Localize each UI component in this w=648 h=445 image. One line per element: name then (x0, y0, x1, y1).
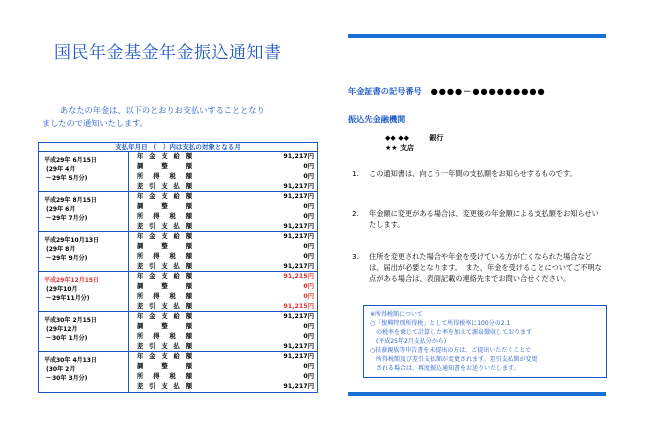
amount-value: 0円 (303, 283, 314, 290)
amount-value: 91,217円 (283, 343, 314, 350)
amount-label: 年金支給額 (137, 153, 192, 160)
period-start: (29年10月 (46, 286, 78, 293)
top-rule (348, 34, 606, 38)
amount-row (129, 182, 317, 192)
note-number: 1. (352, 169, 359, 178)
amount-value: 91,217円 (283, 193, 314, 200)
amount-row (129, 252, 317, 262)
tax-note-line: (平成25年2月支払分から) (370, 338, 447, 345)
bank-suffix: 銀行 (429, 134, 444, 142)
pension-number-value: ●●●●－●●●●●●●●● (430, 86, 546, 96)
amount-value: 91,217円 (283, 233, 314, 240)
amount-value: 0円 (303, 293, 314, 300)
bank-header: 振込先金融機関 (348, 114, 406, 124)
period-end: ～29年11月分) (46, 295, 90, 302)
bottom-rule (348, 392, 606, 396)
amount-label: 調整額 (137, 283, 192, 290)
note-number: 2. (352, 209, 359, 218)
note-3 (352, 251, 604, 284)
amount-label: 調整額 (137, 323, 192, 330)
note-2 (352, 208, 604, 230)
intro-text (42, 104, 327, 130)
amount-value: 0円 (303, 213, 314, 220)
note-number: 3. (352, 252, 359, 261)
amount-value: 91,217円 (283, 313, 314, 320)
amount-value: 0円 (303, 203, 314, 210)
note-text: 住所を変更された場合や年金を受けている方が亡くなられた場合などは、届出が必要となります。 また、年金を受けることについてご不明な点がある場合は、表面記載の連絡先までお問い合せください。 (369, 252, 602, 283)
amount-value: 91,217円 (283, 223, 314, 230)
amount-value: 91,217円 (283, 383, 314, 390)
period-start: (29年 6月 (46, 206, 76, 213)
amount-row (129, 322, 317, 332)
amount-row (129, 372, 317, 382)
amount-row (129, 162, 317, 172)
payment-group (39, 312, 317, 352)
period-start: (29年 8月 (46, 246, 76, 253)
amount-label: 差引支払額 (137, 183, 192, 190)
payment-date: 平成29年 8月15日 (44, 197, 97, 204)
payment-date-cell (39, 312, 129, 351)
amount-row (129, 332, 317, 342)
amount-row (129, 192, 317, 202)
amount-row (129, 222, 317, 232)
amount-row (129, 292, 317, 302)
bank-name-line (385, 133, 443, 143)
amount-label: 調整額 (137, 203, 192, 210)
amount-value: 0円 (303, 163, 314, 170)
intro-line-1: あなたの年金は、以下のとおりお支払いすることとなり (60, 105, 265, 115)
amount-value: 0円 (303, 373, 314, 380)
amount-row (129, 272, 317, 282)
payment-date: 平成30年 4月13日 (44, 357, 97, 364)
amount-label: 年金支給額 (137, 193, 192, 200)
amount-label: 所得税額 (137, 173, 192, 180)
period-start: (30年 2月 (46, 366, 76, 373)
tax-note-box (363, 305, 607, 378)
period-start: (29年 4月 (46, 166, 76, 173)
amount-value: 91,217円 (283, 153, 314, 160)
amount-row (129, 202, 317, 212)
amount-value: 91,217円 (283, 183, 314, 190)
amount-label: 所得税額 (137, 253, 192, 260)
payment-date-cell (39, 272, 129, 311)
amount-row (129, 262, 317, 272)
amount-value: 91,215円 (283, 303, 314, 310)
payment-date-cell (39, 232, 129, 271)
table-header: 支払年月日 （ ）内は支払の対象となる月 (39, 143, 317, 152)
amount-row (129, 312, 317, 322)
amount-value: 0円 (303, 363, 314, 370)
amount-row (129, 382, 317, 392)
page-title: 国民年金基金年金振込通知書 (54, 43, 282, 63)
amount-label: 年金支給額 (137, 273, 192, 280)
amount-value: 91,217円 (283, 353, 314, 360)
amount-label: 差引支払額 (137, 223, 192, 230)
amount-row (129, 342, 317, 352)
tax-note-line: の税率を乗じて計算した率を加えて源泉徴収しております (370, 329, 533, 336)
amount-value: 0円 (303, 323, 314, 330)
amount-label: 差引支払額 (137, 343, 192, 350)
amount-row (129, 282, 317, 292)
tax-note-line: される場合は、再度振込通知書をお送りいたします。 (370, 365, 520, 372)
note-text: 年金額に変更がある場合は、変更後の年金額による支払額をお知らせいたします。 (369, 209, 599, 229)
amount-value: 91,215円 (283, 273, 314, 280)
amount-row (129, 242, 317, 252)
amount-row (129, 152, 317, 162)
payment-date-cell (39, 352, 129, 392)
payment-date: 平成30年 2月15日 (44, 317, 97, 324)
amount-row (129, 302, 317, 312)
payment-group (39, 232, 317, 272)
amount-row (129, 352, 317, 362)
amount-value: 0円 (303, 333, 314, 340)
amount-label: 調整額 (137, 363, 192, 370)
pension-number-line (348, 86, 546, 97)
note-1 (352, 168, 604, 179)
period-end: ～29年 9月分) (46, 255, 88, 262)
amount-row (129, 232, 317, 242)
amount-label: 年金支給額 (137, 313, 192, 320)
amount-label: 所得税額 (137, 373, 192, 380)
amount-label: 年金支給額 (137, 233, 192, 240)
amount-label: 差引支払額 (137, 303, 192, 310)
amount-label: 調整額 (137, 243, 192, 250)
amount-row (129, 172, 317, 182)
payment-group (39, 352, 317, 392)
amount-label: 差引支払額 (137, 383, 192, 390)
tax-note-line: ※所得税額について (370, 311, 423, 318)
payment-date: 平成29年12月15日 (44, 277, 100, 284)
amount-label: 差引支払額 (137, 263, 192, 270)
pension-number-label: 年金証書の記号番号 (348, 86, 422, 96)
bank-name: ◆◆ ◆◆ (385, 134, 409, 142)
payment-date-cell (39, 152, 129, 191)
payment-date-cell (39, 192, 129, 231)
amount-value: 0円 (303, 173, 314, 180)
amount-label: 調整額 (137, 163, 192, 170)
intro-line-2: ましたので通知いたします。 (42, 118, 148, 128)
tax-note-line: ○「復興特別所得税」として所得税率に100分の2.1 (370, 320, 511, 327)
payment-table (38, 142, 318, 393)
period-end: ～29年 5月分) (46, 175, 88, 182)
amount-value: 0円 (303, 253, 314, 260)
amount-value: 0円 (303, 243, 314, 250)
amount-label: 所得税額 (137, 293, 192, 300)
payment-group (39, 192, 317, 232)
payment-group (39, 152, 317, 192)
amount-row (129, 362, 317, 372)
payment-date: 平成29年 6月15日 (44, 157, 97, 164)
period-end: ～30年 1月分) (46, 335, 88, 342)
amount-row (129, 212, 317, 222)
note-text: この通知書は、向こう一年間の支払額をお知らせするものです。 (369, 169, 577, 178)
branch-name: ★★ 支店 (385, 144, 414, 152)
payment-date: 平成29年10月13日 (44, 237, 100, 244)
amount-value: 91,217円 (283, 263, 314, 270)
amount-label: 所得税額 (137, 333, 192, 340)
payment-group (39, 272, 317, 312)
period-start: (29年12月 (46, 326, 78, 333)
period-end: ～29年 7月分) (46, 215, 88, 222)
tax-note-line: 所得税額及び差引支払額が変更されます。差引支払額が変更 (370, 356, 538, 363)
tax-note-line: ○扶養親族等申告書を未提出の方は、ご提出いただくことで (370, 347, 532, 354)
period-end: ～30年 3月分) (46, 375, 88, 382)
amount-label: 所得税額 (137, 213, 192, 220)
amount-label: 年金支給額 (137, 353, 192, 360)
